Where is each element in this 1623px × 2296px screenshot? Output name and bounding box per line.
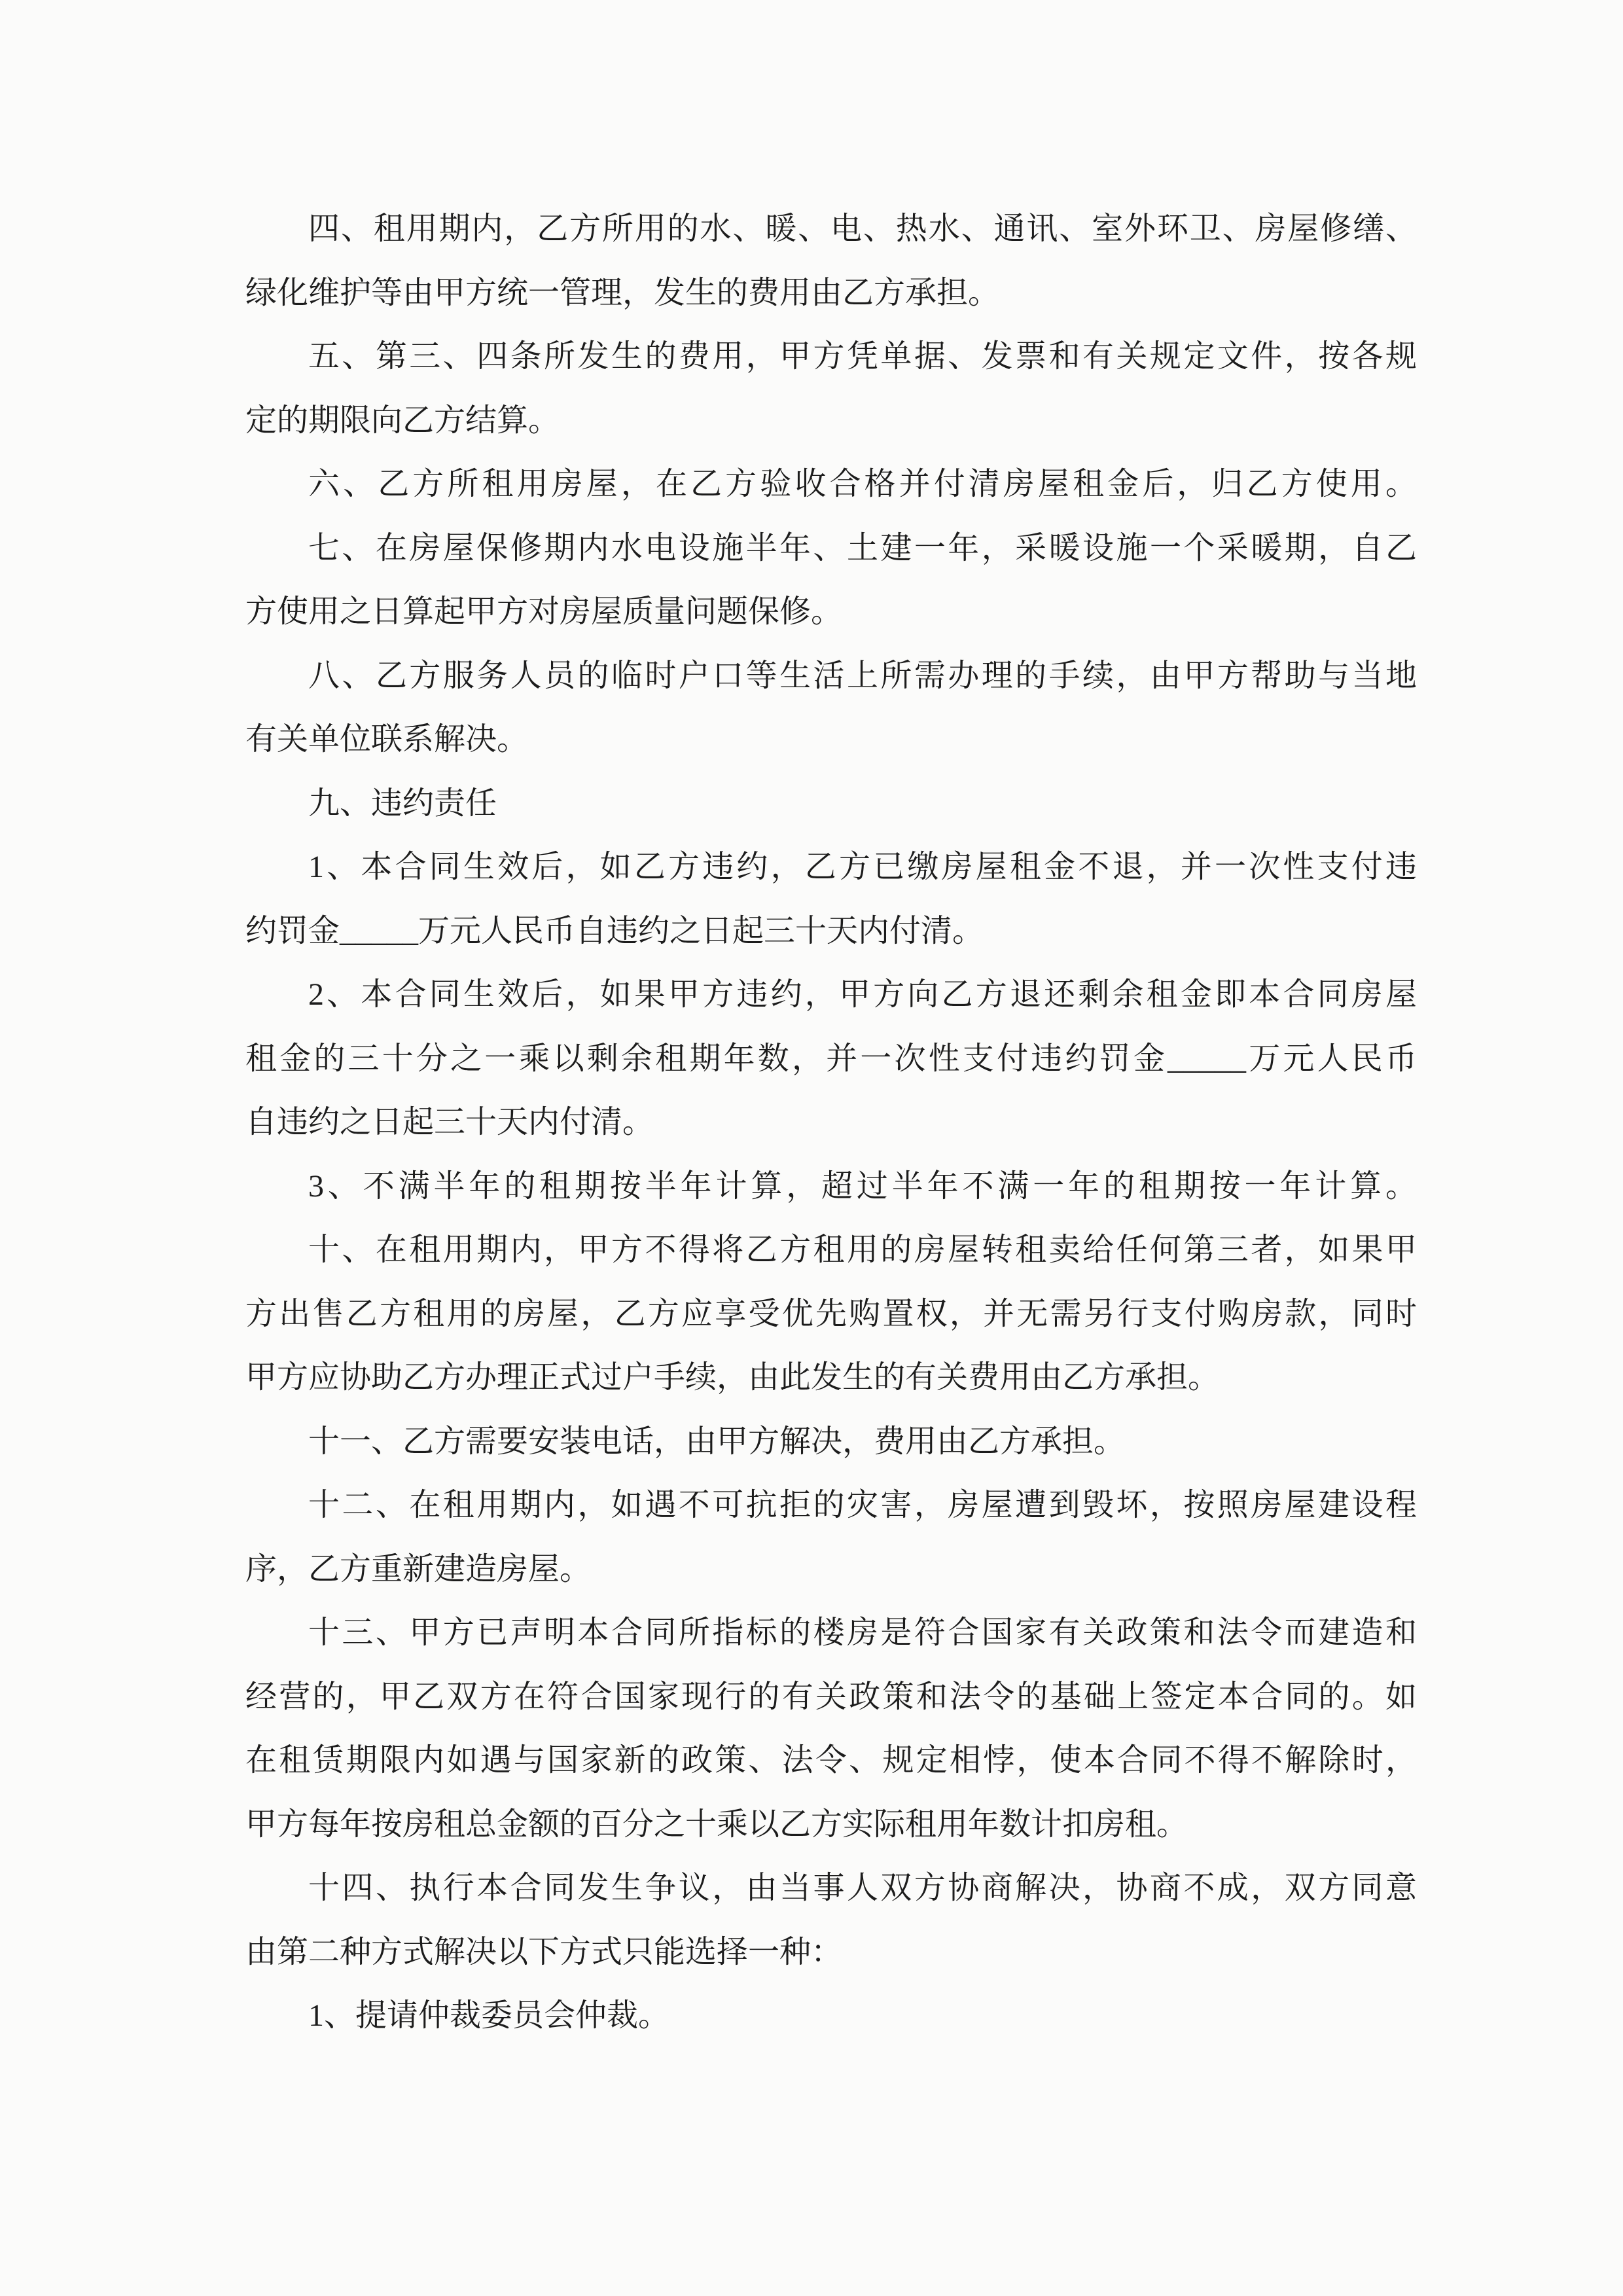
contract-line: 在租赁期限内如遇与国家新的政策、法令、规定相悖，使本合同不得不解除时， (245, 1743, 1417, 1778)
contract-line: 3、不满半年的租期按半年计算，超过半年不满一年的租期按一年计算。 (308, 1168, 1417, 1204)
contract-line: 定的期限向乙方结算。 (245, 403, 560, 438)
contract-line: 五、第三、四条所发生的费用，甲方凭单据、发票和有关规定文件，按各规 (308, 339, 1417, 374)
contract-line: 租金的三十分之一乘以剩余租期年数，并一次性支付违约罚金_____万元人民币 (245, 1041, 1417, 1076)
contract-line: 方使用之日算起甲方对房屋质量问题保修。 (245, 594, 843, 629)
contract-line: 约罚金_____万元人民币自违约之日起三十天内付清。 (245, 913, 984, 948)
contract-line: 有关单位联系解决。 (245, 722, 529, 757)
contract-line: 十四、执行本合同发生争议，由当事人双方协商解决，协商不成，双方同意 (308, 1871, 1417, 1905)
contract-line: 绿化维护等由甲方统一管理，发生的费用由乙方承担。 (245, 275, 1000, 310)
contract-line: 1、本合同生效后，如乙方违约，乙方已缴房屋租金不退，并一次性支付违 (308, 850, 1417, 884)
contract-line: 八、乙方服务人员的临时户口等生活上所需办理的手续，由甲方帮助与当地 (308, 658, 1417, 693)
contract-line: 七、在房屋保修期内水电设施半年、土建一年，采暖设施一个采暖期，自乙 (308, 530, 1417, 565)
contract-line: 十、在租用期内，甲方不得将乙方租用的房屋转租卖给任何第三者，如果甲 (308, 1232, 1417, 1267)
contract-body (245, 197, 1417, 2048)
contract-line: 2、本合同生效后，如果甲方违约，甲方向乙方退还剩余租金即本合同房屋 (308, 977, 1417, 1012)
contract-line: 六、乙方所租用房屋，在乙方验收合格并付清房屋租金后，归乙方使用。 (308, 467, 1417, 501)
contract-line: 自违约之日起三十天内付清。 (245, 1105, 654, 1139)
contract-line: 九、违约责任 (308, 785, 497, 821)
contract-line: 由第二种方式解决以下方式只能选择一种： (245, 1934, 843, 1969)
contract-line: 甲方每年按房租总金额的百分之十乘以乙方实际租用年数计扣房租。 (245, 1806, 1188, 1842)
contract-line: 四、租用期内，乙方所用的水、暖、电、热水、通讯、室外环卫、房屋修缮、 (308, 211, 1417, 246)
contract-line: 经营的，甲乙双方在符合国家现行的有关政策和法令的基础上签定本合同的。如 (245, 1679, 1417, 1714)
contract-line: 序，乙方重新建造房屋。 (245, 1551, 592, 1587)
contract-line: 甲方应协助乙方办理正式过户手续，由此发生的有关费用由乙方承担。 (245, 1360, 1220, 1395)
contract-line: 十二、在租用期内，如遇不可抗拒的灾害，房屋遭到毁坏，按照房屋建设程 (308, 1488, 1417, 1522)
contract-line: 十一、乙方需要安装电话，由甲方解决，费用由乙方承担。 (308, 1424, 1126, 1459)
contract-line: 十三、甲方已声明本合同所指标的楼房是符合国家有关政策和法令而建造和 (308, 1615, 1417, 1650)
contract-line: 1、提请仲裁委员会仲裁。 (308, 1998, 670, 2033)
contract-line: 方出售乙方租用的房屋，乙方应享受优先购置权，并无需另行支付购房款，同时 (245, 1296, 1417, 1331)
